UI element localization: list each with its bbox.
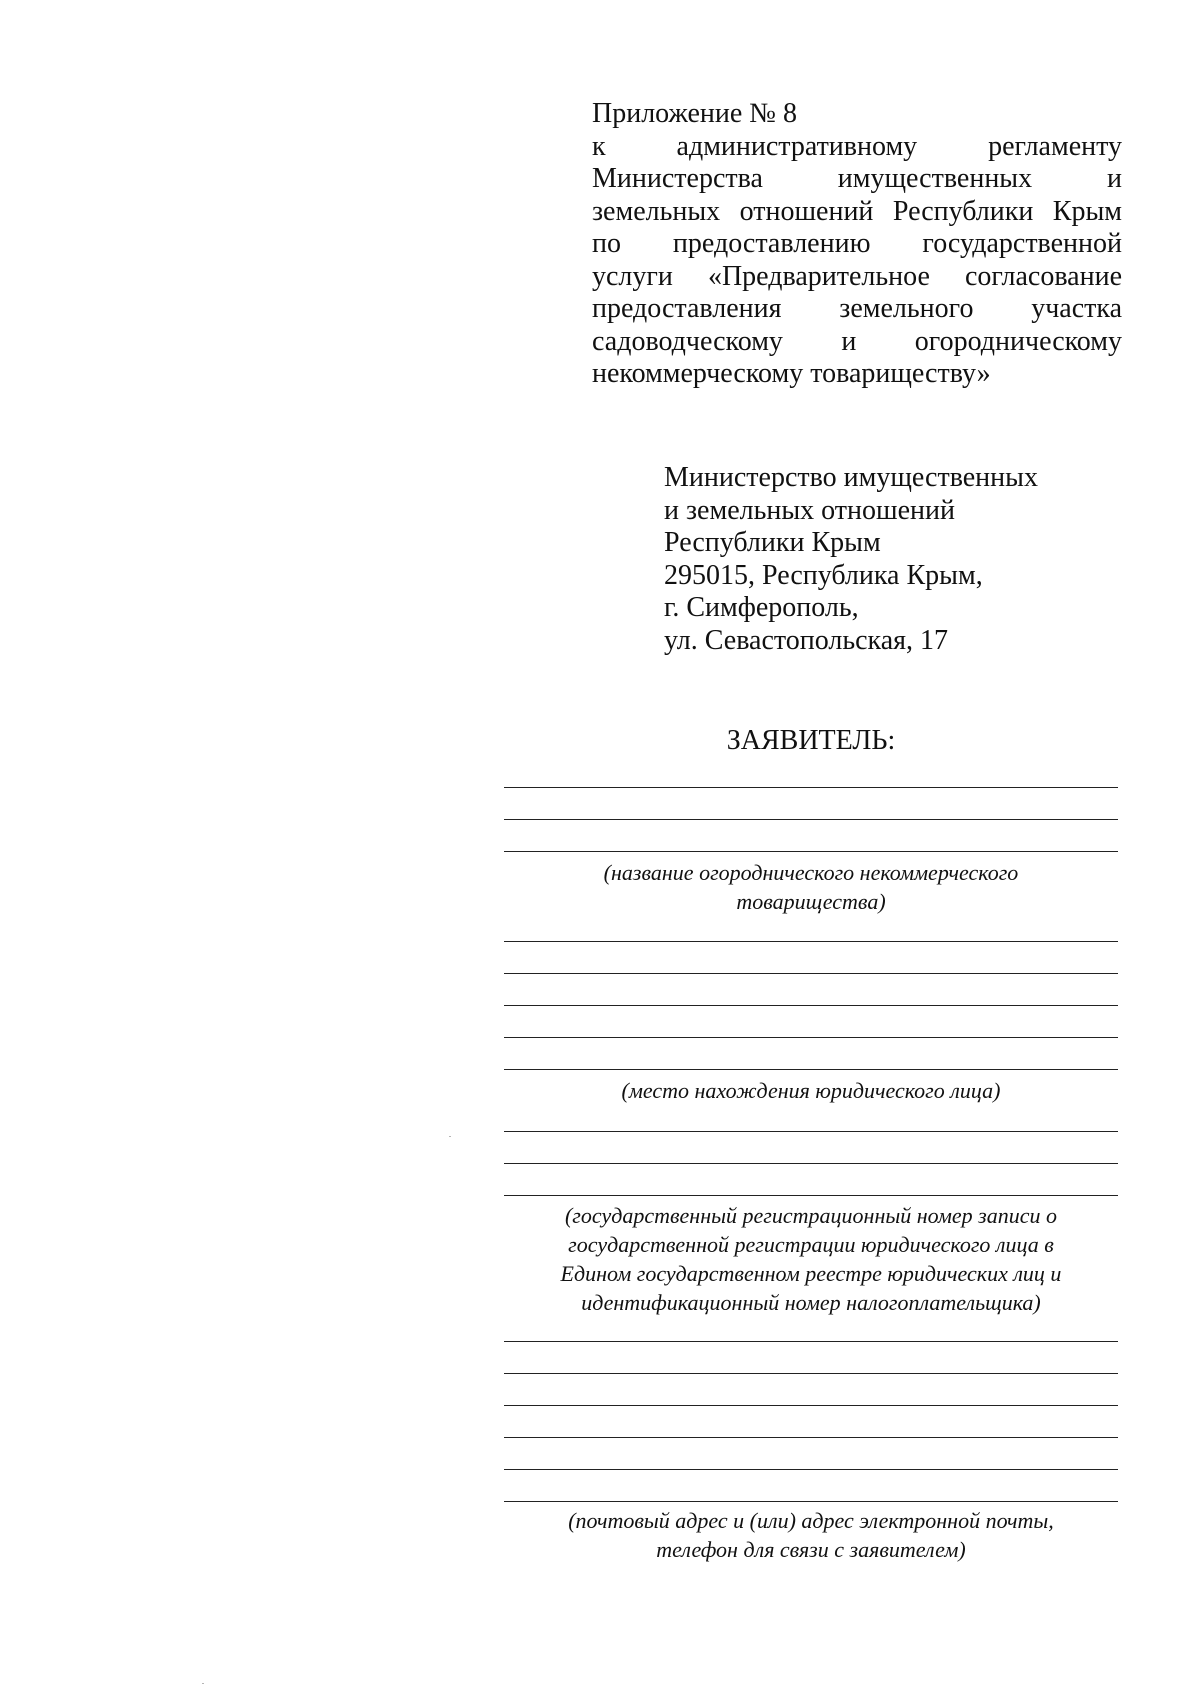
addressee-block <box>664 462 1038 657</box>
caption-line: (место нахождения юридического лица) <box>621 1078 1001 1103</box>
addressee-line: и земельных отношений <box>664 494 955 526</box>
appendix-line: к административному регламенту <box>592 130 1122 162</box>
location-line[interactable] <box>504 1037 1118 1038</box>
applicant-title: ЗАЯВИТЕЛЬ: <box>726 725 896 756</box>
appendix-line: услуги «Предварительное согласование <box>592 260 1122 292</box>
registration-line[interactable] <box>504 1131 1118 1132</box>
caption-line: (государственный регистрационный номер записи о <box>564 1203 1057 1228</box>
caption-organisation-name <box>504 858 1118 916</box>
caption-line: государственной регистрации юридического лица в <box>568 1232 1054 1257</box>
appendix-line: Приложение № 8 <box>592 98 797 129</box>
appendix-line: некоммерческому товариществу» <box>592 358 991 389</box>
addressee-line: ул. Севастопольская, 17 <box>664 624 949 656</box>
scan-speck <box>202 1683 204 1684</box>
caption-line: идентификационный номер налогоплательщика) <box>581 1290 1041 1315</box>
addressee-line: Республики Крым <box>664 527 881 558</box>
caption-line: товарищества) <box>736 889 886 914</box>
caption-line: Едином государственном реестре юридических лиц и <box>560 1261 1062 1286</box>
appendix-line: по предоставлению государственной <box>592 228 1122 259</box>
caption-registration <box>504 1201 1118 1317</box>
applicant-name-line[interactable] <box>504 851 1118 852</box>
addressee-line: Министерство имущественных <box>664 462 1038 493</box>
location-line[interactable] <box>504 973 1118 974</box>
registration-line[interactable] <box>504 1195 1118 1196</box>
location-line[interactable] <box>504 941 1118 942</box>
contacts-line[interactable] <box>504 1469 1118 1470</box>
appendix-line: земельных отношений Республики Крым <box>592 195 1122 227</box>
appendix-line: Министерства имущественных и <box>592 163 1122 194</box>
caption-line: (почтовый адрес и (или) адрес электронной почты, <box>568 1508 1054 1533</box>
registration-line[interactable] <box>504 1163 1118 1164</box>
caption-line: телефон для связи с заявителем) <box>656 1537 966 1562</box>
caption-contacts <box>504 1506 1118 1564</box>
addressee-line: 295015, Республика Крым, <box>664 559 983 591</box>
appendix-heading <box>592 98 1122 391</box>
location-line[interactable] <box>504 1005 1118 1006</box>
appendix-line: садоводческому и огородническому <box>592 325 1122 357</box>
contacts-line[interactable] <box>504 1501 1118 1502</box>
scan-speck <box>449 1136 451 1137</box>
caption-location <box>504 1076 1118 1105</box>
location-line[interactable] <box>504 1069 1118 1070</box>
appendix-line: предоставления земельного участка <box>592 293 1122 324</box>
caption-line: (название огороднического некоммерческого <box>603 860 1019 885</box>
applicant-name-line[interactable] <box>504 819 1118 820</box>
applicant-name-line[interactable] <box>504 787 1118 788</box>
addressee-line: г. Симферополь, <box>664 592 859 623</box>
contacts-line[interactable] <box>504 1373 1118 1374</box>
contacts-line[interactable] <box>504 1405 1118 1406</box>
contacts-line[interactable] <box>504 1437 1118 1438</box>
contacts-line[interactable] <box>504 1341 1118 1342</box>
